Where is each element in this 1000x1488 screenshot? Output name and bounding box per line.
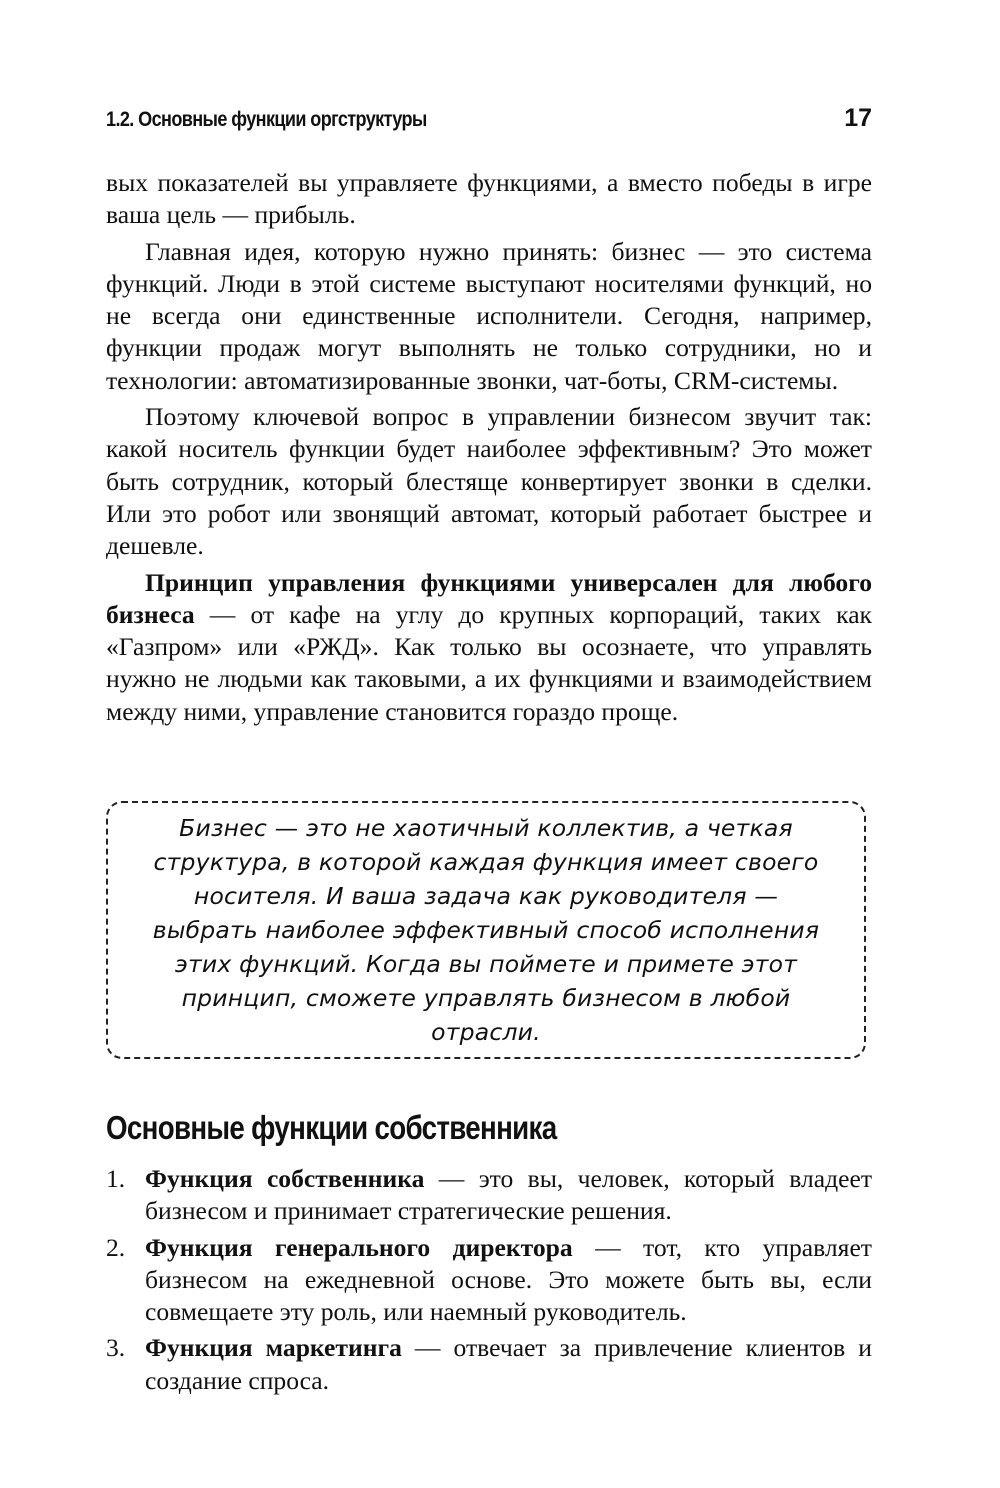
list-item-text: — отвечает за привлечение клиентов и создание спроса.: [145, 1333, 872, 1395]
paragraph-main-idea: Главная идея, которую нужно принять: бизнес — это система функций. Люди в этой системе выступают носителями функций, но не всегда они единственные исполнители. Сегодня, например, функции продаж могут выполнять не только сотрудники, но и технологии: автоматизированные звонки, чат-боты, CRM-системы.: [106, 236, 872, 395]
list-item-body: [145, 1232, 872, 1329]
list-item: [106, 1163, 872, 1228]
callout-text: Бизнес — это не хаотичный коллектив, а четкая структура, в которой каждая функция имеет своего носителя. И ваша задача как руководителя — выбрать наиболее эффективный способ исполнения этих функций. Когда вы поймете и примете этот принцип, сможете управлять бизнесом в любой отрасли.: [152, 814, 820, 1046]
list-item-body: [145, 1163, 872, 1228]
principle-emphasis: Принцип управления функциями универсален для любого бизнеса: [106, 567, 872, 629]
list-item-term: Функция генерального директора: [145, 1232, 573, 1262]
list-item-text: — тот, кто управляет бизнесом на ежедневной основе. Это можете быть вы, если совмещаете эту роль, или наемный руководитель.: [145, 1232, 872, 1327]
functions-list: [106, 1163, 872, 1401]
list-item-body: [145, 1332, 872, 1397]
list-item-term: Функция собственника: [145, 1164, 425, 1193]
list-item-term: Функция маркетинга: [145, 1333, 402, 1363]
principle-text: — от кафе на углу до крупных корпораций, таких как «Газпром» или «РЖД». Как только вы осознаете, что управлять нужно не людьми как таковыми, а их функциями и взаимодействием между ними, управление становится гораздо проще.: [106, 599, 872, 726]
list-item: [106, 1332, 872, 1397]
running-head-title: 1.2. Основные функции оргструктуры: [106, 108, 427, 131]
list-item-number: 3.: [106, 1333, 126, 1363]
page-number: 17: [844, 104, 872, 132]
list-item-text: — это вы, человек, который владеет бизнесом и принимает стратегические решения.: [145, 1164, 872, 1226]
section-heading: Основные функции собственника: [106, 1109, 557, 1146]
list-item: [106, 1232, 872, 1329]
paragraph-continued: вых показателей вы управляете функциями, а вместо победы в игре ваша цель — прибыль.: [106, 168, 872, 230]
paragraph-principle: [106, 567, 872, 728]
callout-box: [106, 801, 866, 1059]
list-item-number: 1.: [106, 1164, 126, 1193]
list-item-number: 2.: [106, 1232, 126, 1262]
paragraph-key-question: Поэтому ключевой вопрос в управлении бизнесом звучит так: какой носитель функции будет наиболее эффективным? Это может быть сотрудник, который блестяще конвертирует звонки в сделки. Или это робот или звонящий автомат, который работает быстрее и дешевле.: [106, 402, 872, 561]
body-text: [106, 167, 872, 732]
running-head: [106, 104, 872, 138]
